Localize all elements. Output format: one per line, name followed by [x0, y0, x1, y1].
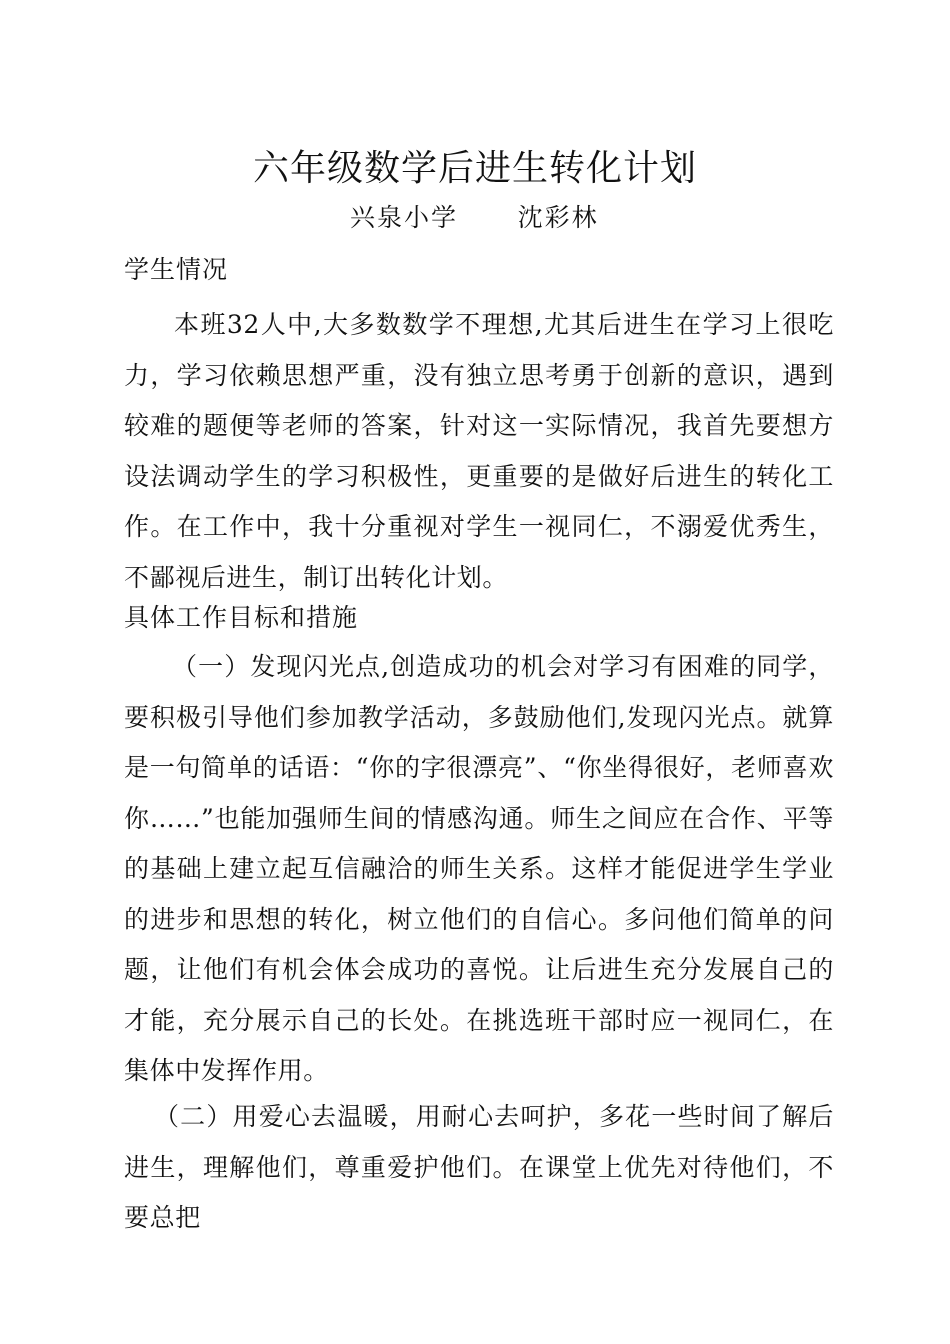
- author-byline: 兴泉小学 沈彩林: [350, 203, 599, 232]
- section-heading-goals-measures: 具体工作目标和措施: [124, 603, 359, 632]
- paragraph-item-one: （一）发现闪光点,创造成功的机会对学习有困难的同学，要积极引导他们参加教学活动，多鼓励他们,发现闪光点。就算是一句简单的话语：“你的字很漂亮”、“你坐得很好，老师喜欢你……”也能加强师生间的情感沟通。师生之间应在合作、平等的基础上建立起互信融洽的师生关系。这样才能促进学生学业的进步和思想的转化，树立他们的自信心。多问他们简单的问题，让他们有机会体会成功的喜悦。让后进生充分发展自己的才能，充分展示自己的长处。在挑选班干部时应一视同仁，在集体中发挥作用。: [124, 652, 834, 1085]
- section-heading-student-situation: 学生情况: [124, 255, 229, 284]
- paragraph-item-two: （二）用爱心去温暖，用耐心去呵护，多花一些时间了解后进生，理解他们，尊重爱护他们。在课堂上优先对待他们，不要总把: [124, 1102, 834, 1232]
- document-title: 六年级数学后进生转化计划: [252, 148, 697, 189]
- paragraph-student-situation: 本班32人中,大多数数学不理想,尤其后进生在学习上很吃力，学习依赖思想严重，没有独立思考勇于创新的意识，遇到较难的题便等老师的答案，针对这一实际情况，我首先要想方设法调动学生的学习积极性，更重要的是做好后进生的转化工作。在工作中，我十分重视对学生一视同仁，不溺爱优秀生，不鄙视后进生，制订出转化计划。: [124, 310, 834, 592]
